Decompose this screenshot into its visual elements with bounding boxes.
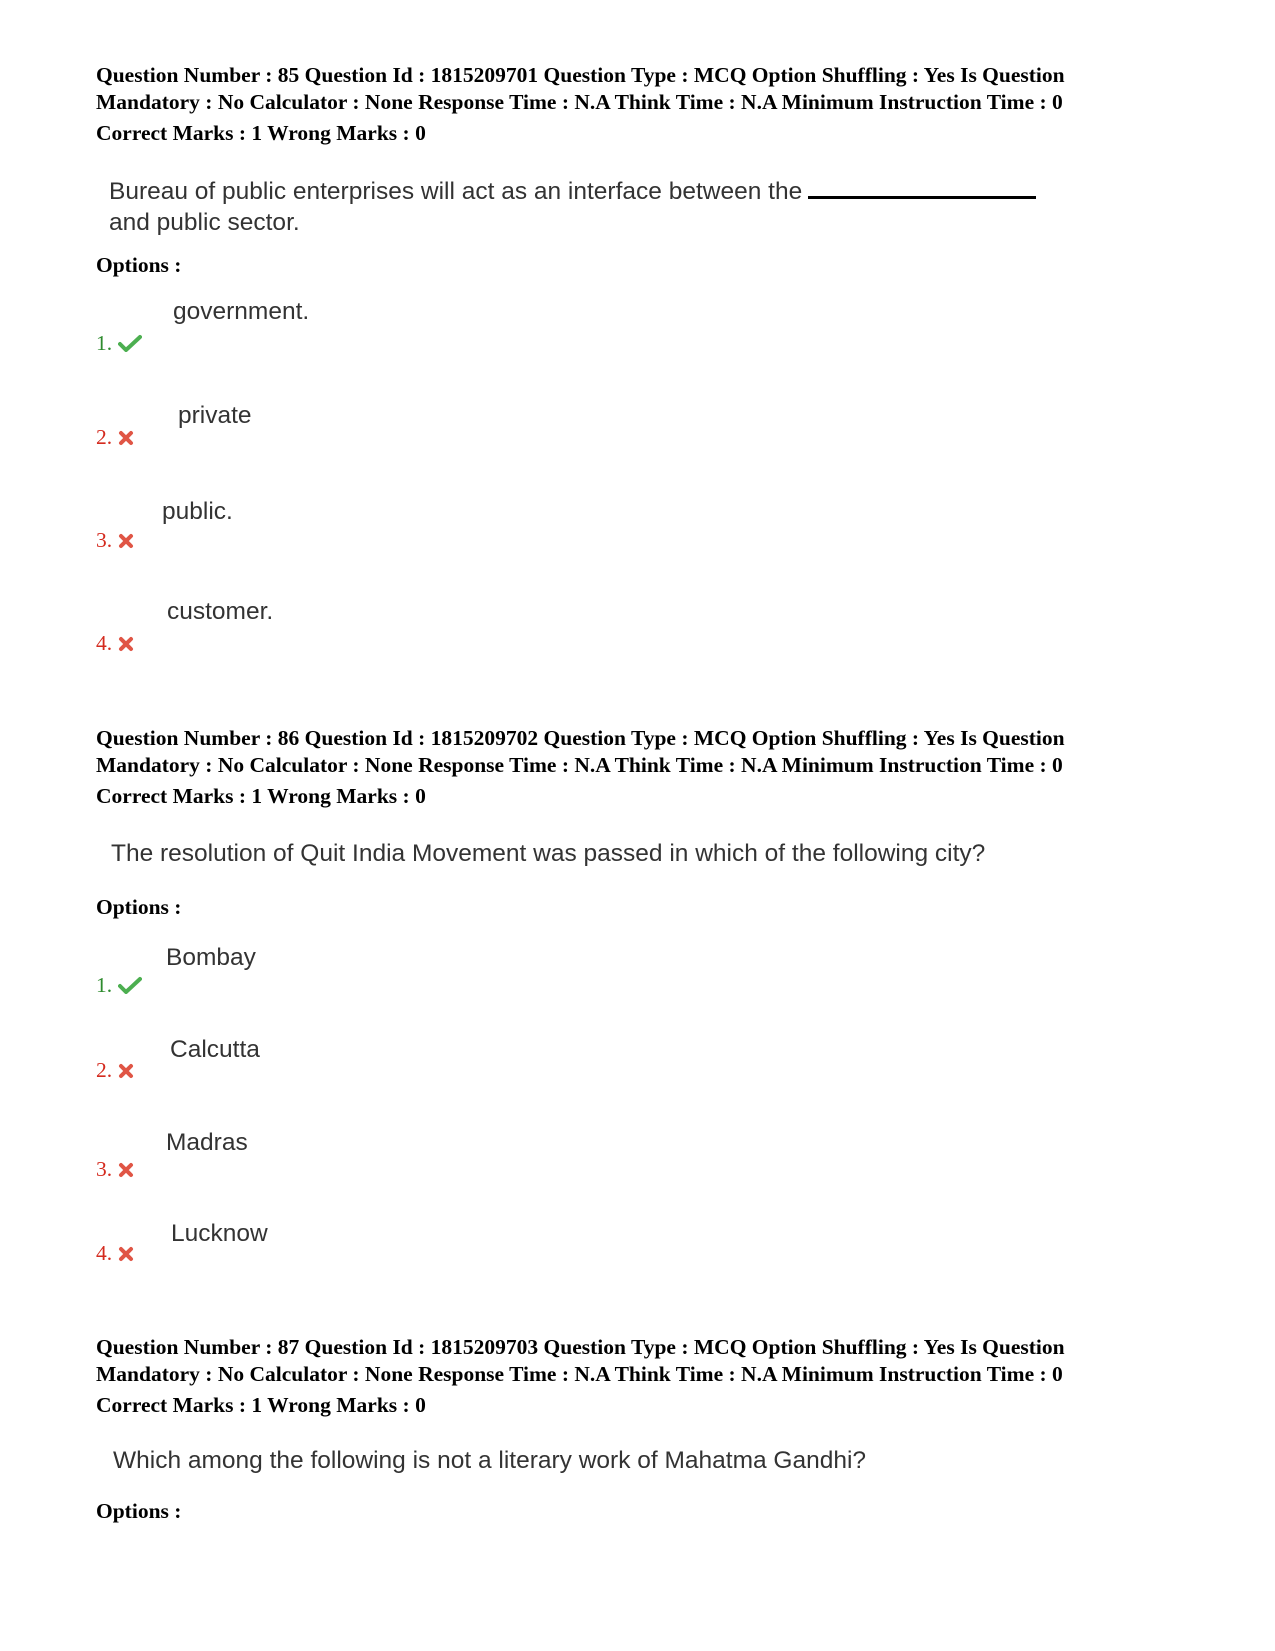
option-number: 3. xyxy=(96,528,134,555)
question-meta-line: Mandatory : No Calculator : None Response Time : N.A Think Time : N.A Minimum Instruction Time : 0 xyxy=(96,90,1063,114)
question-87-text xyxy=(113,1445,866,1476)
option-text: public. xyxy=(162,498,233,525)
cross-icon xyxy=(118,1159,134,1184)
option-number: 4. xyxy=(96,631,134,658)
question-87-meta xyxy=(96,1334,1188,1419)
question-text-line: Which among the following is not a literary work of Mahatma Gandhi? xyxy=(113,1447,867,1474)
question-meta-line: Question Number : 85 Question Id : 1815209701 Question Type : MCQ Option Shuffling : Yes Is Question xyxy=(96,63,1065,87)
marks-line: Correct Marks : 1 Wrong Marks : 0 xyxy=(96,784,426,808)
marks-line: Correct Marks : 1 Wrong Marks : 0 xyxy=(96,121,426,145)
options-label: Options : xyxy=(96,253,182,277)
option-text: customer. xyxy=(167,598,274,625)
check-icon xyxy=(118,975,142,1000)
marks-line: Correct Marks : 1 Wrong Marks : 0 xyxy=(96,1393,426,1417)
cross-icon xyxy=(118,1243,134,1268)
option-text: private xyxy=(178,402,252,429)
question-meta-line: Question Number : 86 Question Id : 1815209702 Question Type : MCQ Option Shuffling : Yes Is Question xyxy=(96,726,1065,750)
question-85-text xyxy=(109,176,1036,238)
option-text: Calcutta xyxy=(170,1036,260,1063)
option-number: 1. xyxy=(96,331,142,358)
question-text-line: The resolution of Quit India Movement was passed in which of the following city? xyxy=(111,840,986,867)
option-number: 3. xyxy=(96,1157,134,1184)
options-label: Options : xyxy=(96,1499,182,1523)
option-number: 4. xyxy=(96,1241,134,1268)
question-meta-line: Mandatory : No Calculator : None Response Time : N.A Think Time : N.A Minimum Instruction Time : 0 xyxy=(96,753,1063,777)
question-text-line: Bureau of public enterprises will act as an interface between the xyxy=(109,178,803,205)
fill-blank xyxy=(808,178,1036,199)
question-85-meta xyxy=(96,62,1188,147)
option-number: 1. xyxy=(96,973,142,1000)
question-text-line: and public sector. xyxy=(109,209,300,236)
option-text: government. xyxy=(173,298,310,325)
option-number: 2. xyxy=(96,425,134,452)
option-text: Bombay xyxy=(166,944,256,971)
cross-icon xyxy=(118,427,134,452)
question-meta-line: Question Number : 87 Question Id : 1815209703 Question Type : MCQ Option Shuffling : Yes Is Question xyxy=(96,1335,1065,1359)
option-number: 2. xyxy=(96,1058,134,1085)
question-86-text xyxy=(111,838,985,869)
options-label: Options : xyxy=(96,895,182,919)
cross-icon xyxy=(118,633,134,658)
check-icon xyxy=(118,333,142,358)
question-86-meta xyxy=(96,725,1188,810)
option-text: Lucknow xyxy=(171,1220,268,1247)
option-text: Madras xyxy=(166,1129,248,1156)
cross-icon xyxy=(118,530,134,555)
question-meta-line: Mandatory : No Calculator : None Response Time : N.A Think Time : N.A Minimum Instruction Time : 0 xyxy=(96,1362,1063,1386)
cross-icon xyxy=(118,1060,134,1085)
